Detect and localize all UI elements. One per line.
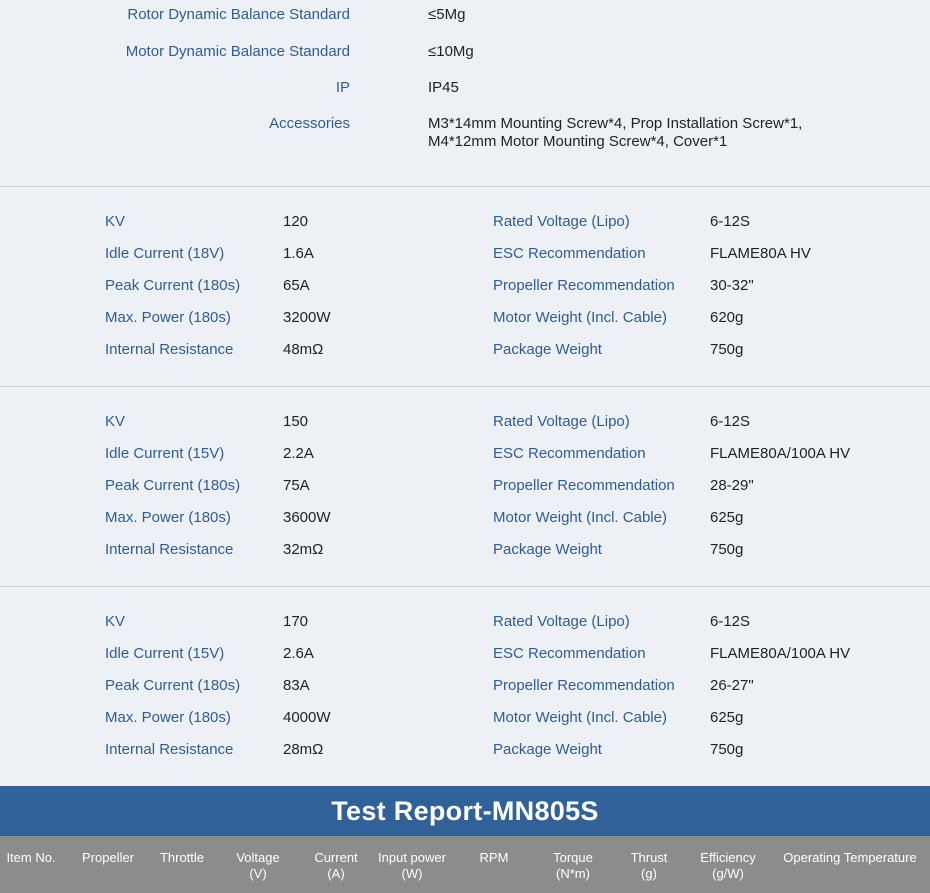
spec-value: 4000W (283, 709, 331, 726)
spec-row (0, 341, 930, 361)
spec-value: 32mΩ (283, 541, 324, 558)
spec-row (0, 309, 930, 329)
column-header-unit: (g) (641, 866, 657, 881)
spec-label: IP (335, 79, 350, 96)
column-header-label: Efficiency (700, 850, 756, 865)
spec-value: ≤5Mg (428, 6, 466, 23)
column-header-unit: (V) (249, 866, 267, 881)
spec-row (0, 613, 930, 633)
spec-label: Package Weight (493, 741, 602, 758)
spec-value: 150 (283, 413, 309, 430)
spec-label: Propeller Recommendation (493, 477, 675, 494)
column-header-propeller (76, 850, 140, 866)
spec-label: Rotor Dynamic Balance Standard (127, 6, 350, 23)
spec-label: ESC Recommendation (493, 445, 646, 462)
spec-value: 120 (283, 213, 309, 230)
column-header-unit: (N*m) (556, 866, 590, 881)
spec-value: 625g (710, 709, 744, 726)
column-header-rpm (468, 850, 520, 866)
column-header-unit: (g/W) (712, 866, 744, 881)
column-header-label: Item No. (6, 850, 56, 865)
spec-row (0, 245, 930, 265)
spec-label: Package Weight (493, 541, 602, 558)
spec-value: 48mΩ (283, 341, 324, 358)
column-header-label: Voltage (236, 850, 280, 865)
spec-value: 625g (710, 509, 744, 526)
spec-label: Internal Resistance (105, 341, 234, 358)
variant-block-kv170 (0, 587, 930, 787)
spec-label: Motor Weight (Incl. Cable) (493, 509, 667, 526)
variant-block-kv120 (0, 187, 930, 387)
spec-value: M3*14mm Mounting Screw*4, Prop Installation Screw*1, (428, 115, 803, 132)
column-header-label: Input power (378, 850, 446, 865)
spec-label: KV (105, 413, 126, 430)
spec-value: 750g (710, 741, 744, 758)
spec-label: Idle Current (15V) (105, 445, 225, 462)
spec-row (0, 213, 930, 233)
spec-value: FLAME80A/100A HV (710, 645, 851, 662)
spec-value: M4*12mm Motor Mounting Screw*4, Cover*1 (428, 133, 728, 150)
column-header-unit: (A) (327, 866, 345, 881)
column-header-efficiency (694, 850, 762, 882)
spec-value: 65A (283, 277, 310, 294)
spec-row (0, 645, 930, 665)
spec-value: 3200W (283, 309, 331, 326)
spec-value: 28mΩ (283, 741, 324, 758)
column-header-label: Operating Temperature (783, 850, 917, 865)
column-header-item-no (0, 850, 62, 866)
spec-label: ESC Recommendation (493, 645, 646, 662)
spec-value: 750g (710, 541, 744, 558)
column-header-current (306, 850, 366, 882)
spec-label: Internal Resistance (105, 541, 234, 558)
spec-value: FLAME80A/100A HV (710, 445, 851, 462)
column-header-thrust (622, 850, 676, 882)
column-header-label: RPM (479, 850, 509, 865)
spec-value: 6-12S (710, 613, 751, 630)
spec-value: 2.6A (283, 645, 314, 662)
banner-title: Test Report-MN805S (331, 795, 599, 826)
spec-row (0, 541, 930, 561)
spec-label: Rated Voltage (Lipo) (493, 413, 630, 430)
spec-label: Rated Voltage (Lipo) (493, 613, 630, 630)
column-header-label: Thrust (630, 850, 668, 865)
test-report-banner (0, 786, 930, 836)
spec-value: FLAME80A HV (710, 245, 811, 262)
spec-row (0, 277, 930, 297)
spec-value: 75A (283, 477, 310, 494)
column-header-label: Current (314, 850, 358, 865)
column-header-label: Throttle (159, 850, 205, 865)
spec-value: IP45 (428, 79, 459, 96)
spec-value: 2.2A (283, 445, 314, 462)
column-header-label: Torque (553, 850, 593, 865)
column-header-input-power (372, 850, 452, 882)
spec-label: KV (105, 613, 126, 630)
spec-label: Motor Weight (Incl. Cable) (493, 709, 667, 726)
spec-value: 6-12S (710, 213, 751, 230)
column-header-torque (543, 850, 603, 882)
spec-label: Idle Current (15V) (105, 645, 225, 662)
spec-label: Propeller Recommendation (493, 277, 675, 294)
spec-label: Peak Current (180s) (105, 677, 241, 694)
spec-label: Accessories (269, 115, 350, 132)
spec-label: KV (105, 213, 126, 230)
spec-label: Peak Current (180s) (105, 477, 241, 494)
spec-label: Peak Current (180s) (105, 277, 241, 294)
spec-value: 83A (283, 677, 310, 694)
spec-value: 3600W (283, 509, 331, 526)
spec-value: 750g (710, 341, 744, 358)
spec-label: Idle Current (18V) (105, 245, 225, 262)
spec-row (0, 445, 930, 465)
spec-row (0, 509, 930, 529)
spec-label: Max. Power (180s) (105, 509, 231, 526)
spec-value: 6-12S (710, 413, 751, 430)
spec-value: 1.6A (283, 245, 314, 262)
spec-row (0, 677, 930, 697)
spec-label: Rated Voltage (Lipo) (493, 213, 630, 230)
column-header-unit: (W) (401, 866, 423, 881)
spec-label: Internal Resistance (105, 741, 234, 758)
general-specs (0, 0, 930, 186)
spec-value: ≤10Mg (428, 43, 474, 60)
spec-row (0, 709, 930, 729)
spec-row (0, 741, 930, 761)
column-header-throttle (152, 850, 212, 866)
spec-value: 26-27" (710, 677, 754, 694)
variant-block-kv150 (0, 387, 930, 587)
spec-value: 30-32" (710, 277, 754, 294)
spec-label: Max. Power (180s) (105, 309, 231, 326)
spec-value: 28-29" (710, 477, 754, 494)
spec-label: Motor Dynamic Balance Standard (125, 43, 350, 60)
spec-row (0, 477, 930, 497)
spec-value: 170 (283, 613, 309, 630)
spec-label: ESC Recommendation (493, 245, 646, 262)
spec-label: Motor Weight (Incl. Cable) (493, 309, 667, 326)
spec-row (0, 413, 930, 433)
column-header-voltage (228, 850, 288, 882)
test-report-table-header (0, 836, 930, 893)
column-header-operating-temperature (776, 850, 924, 866)
spec-value: 620g (710, 309, 744, 326)
column-header-label: Propeller (81, 850, 135, 865)
spec-label: Max. Power (180s) (105, 709, 231, 726)
spec-label: Propeller Recommendation (493, 677, 675, 694)
spec-label: Package Weight (493, 341, 602, 358)
